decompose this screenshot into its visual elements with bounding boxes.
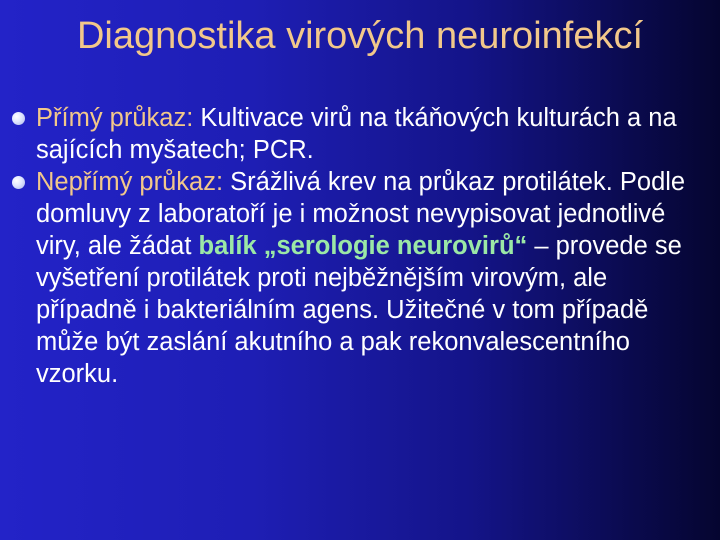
bullet-list (8, 102, 712, 390)
slide-title: Diagnostika virových neuroinfekcí (76, 15, 644, 57)
bullet-text: Kultivace virů na tkáňových kulturách a na sajících myšatech; PCR. (36, 104, 677, 164)
bullet-highlight: balík „serologie neurovirů“ (198, 232, 528, 260)
round-bullet-icon (12, 112, 25, 125)
bullet-term: Přímý průkaz: (36, 104, 194, 132)
bullet-indirect-proof (8, 166, 712, 390)
bullet-text-continued: – provede se vyšetření protilátek proti nejběžnějším virovým, ale případně i bakteriálním agens. Užitečné v tom případě může být zaslání akutního a pak rekonvalescentního vzorku. (36, 232, 682, 388)
bullet-direct-proof (8, 102, 712, 166)
round-bullet-icon (12, 176, 25, 189)
bullet-term: Nepřímý průkaz: (36, 168, 224, 196)
bullet-text: Srážlivá krev na průkaz protilátek. Podle domluvy z laboratoří je i možnost nevypisovat jednotlivé viry, ale žádat (36, 168, 686, 260)
